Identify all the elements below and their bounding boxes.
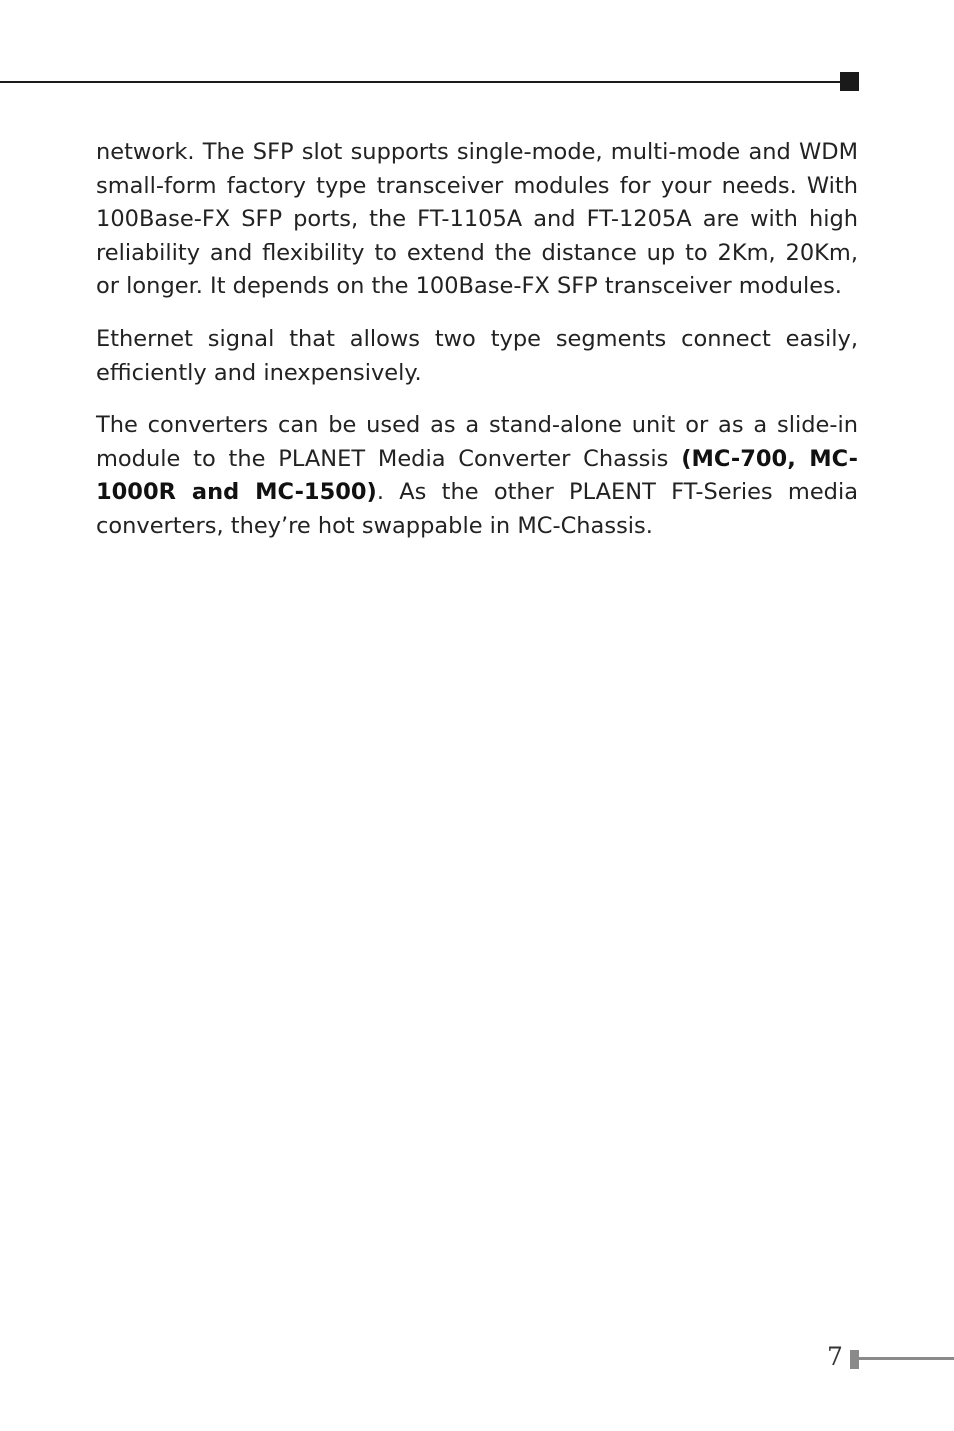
paragraph-converters-text-end: . As the other PLAENT FT-Series media converters, they’re hot swappable in MC-Chassis.: [96, 479, 858, 539]
page-number: 7: [827, 1342, 843, 1371]
paragraph-converters-text-start: The converters can be used as a stand-alone unit or as a slide-in module to the PLANET Media Converter Chassis: [96, 412, 858, 472]
header-rule: [0, 81, 845, 83]
chassis-models-bold: (MC-700, MC-1000R and MC-1500): [96, 445, 858, 506]
paragraph-sfp-slot: network. The SFP slot supports single-mode, multi-mode and WDM small-form factory type transceiver modules for your needs. With 100Base-FX SFP ports, the FT-1105A and FT-1205A are with high reliability and flexibility to extend the distance up to 2Km, 20Km, or longer. It depends on the 100Base-FX SFP transceiver modules.: [96, 139, 858, 300]
body-text: [96, 136, 858, 563]
footer-block-marker: [850, 1350, 859, 1369]
paragraph-converters: [96, 409, 858, 543]
footer-rule: [859, 1357, 954, 1360]
paragraph-ethernet-signal: Ethernet signal that allows two type segments connect easily, efficiently and inexpensively.: [96, 325, 858, 386]
header-square-marker: [840, 72, 859, 91]
